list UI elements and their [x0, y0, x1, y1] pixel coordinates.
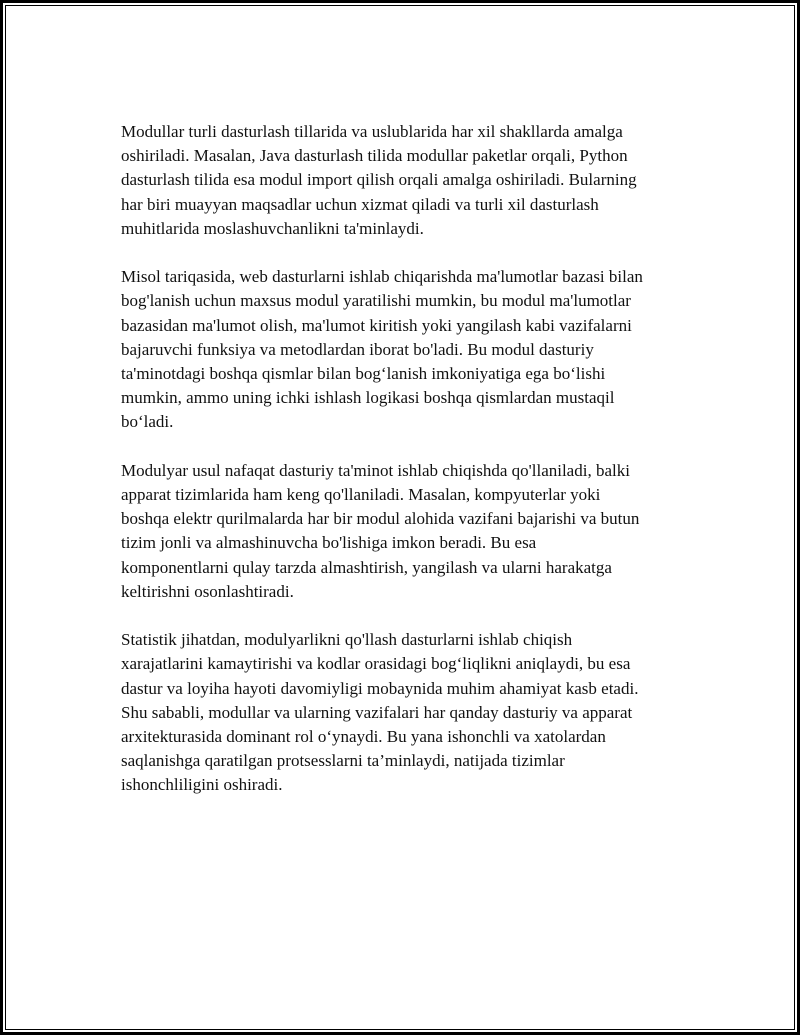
document-body — [121, 120, 701, 822]
text-line: mumkin, ammo uning ichki ishlash logikasi boshqa qismlardan mustaqil — [121, 388, 615, 408]
text-line: oshiriladi. Masalan, Java dasturlash tilida modullar paketlar orqali, Python — [121, 146, 628, 166]
text-line: dasturlash tilida esa modul import qilish orqali amalga oshiriladi. Bularning — [121, 170, 637, 190]
text-line: keltirishni osonlashtiradi. — [121, 581, 294, 601]
text-line: Shu sababli, modullar va ularning vazifalari har qanday dasturiy va apparat — [121, 702, 633, 722]
text-line: Misol tariqasida, web dasturlarni ishlab chiqarishda ma'lumotlar bazasi bilan — [121, 267, 643, 287]
paragraph-statistics — [121, 628, 701, 797]
text-line: bog'lanish uchun maxsus modul yaratilishi mumkin, bu modul ma'lumotlar — [121, 291, 631, 311]
paragraph-hardware-modularity — [121, 459, 701, 604]
text-line: bo‘ladi. — [121, 412, 174, 432]
text-line: saqlanishga qaratilgan protsesslarni ta’minlaydi, natijada tizimlar — [121, 751, 565, 771]
text-line: arxitekturasida dominant rol o‘ynaydi. Bu yana ishonchli va xatolardan — [121, 727, 606, 747]
text-line: bazasidan ma'lumot olish, ma'lumot kiritish yoki yangilash kabi vazifalarni — [121, 315, 632, 335]
text-line: Modullar turli dasturlash tillarida va uslublarida har xil shakllarda amalga — [121, 122, 623, 141]
text-line: xarajatlarini kamaytirishi va kodlar orasidagi bog‘liqlikni aniqlaydi, bu esa — [121, 654, 631, 674]
text-line: dastur va loyiha hayoti davomiyligi mobaynida muhim ahamiyat kasb etadi. — [121, 678, 639, 698]
text-line: Modulyar usul nafaqat dasturiy ta'minot ishlab chiqishda qo'llaniladi, balki — [121, 460, 630, 480]
text-line: bajaruvchi funksiya va metodlardan iborat bo'ladi. Bu modul dasturiy — [121, 339, 594, 359]
text-line: muhitlarida moslashuvchanlikni ta'minlaydi. — [121, 218, 424, 238]
text-line: tizim jonli va almashinuvcha bo'lishiga imkon beradi. Bu esa — [121, 533, 537, 553]
text-line: apparat tizimlarida ham keng qo'llaniladi. Masalan, kompyuterlar yoki — [121, 485, 601, 505]
text-line: har biri muayyan maqsadlar uchun xizmat qiladi va turli xil dasturlash — [121, 194, 599, 214]
text-line: boshqa elektr qurilmalarda har bir modul alohida vazifani bajarishi va butun — [121, 509, 640, 529]
text-line: ta'minotdagi boshqa qismlar bilan bog‘lanish imkoniyatiga ega bo‘lishi — [121, 364, 606, 384]
paragraph-modules-in-languages — [121, 120, 701, 241]
text-line: ishonchliligini oshiradi. — [121, 775, 283, 795]
paragraph-web-example — [121, 265, 701, 434]
text-line: komponentlarni qulay tarzda almashtirish, yangilash va ularni harakatga — [121, 557, 612, 577]
text-line: Statistik jihatdan, modulyarlikni qo'llash dasturlarni ishlab chiqish — [121, 630, 573, 650]
